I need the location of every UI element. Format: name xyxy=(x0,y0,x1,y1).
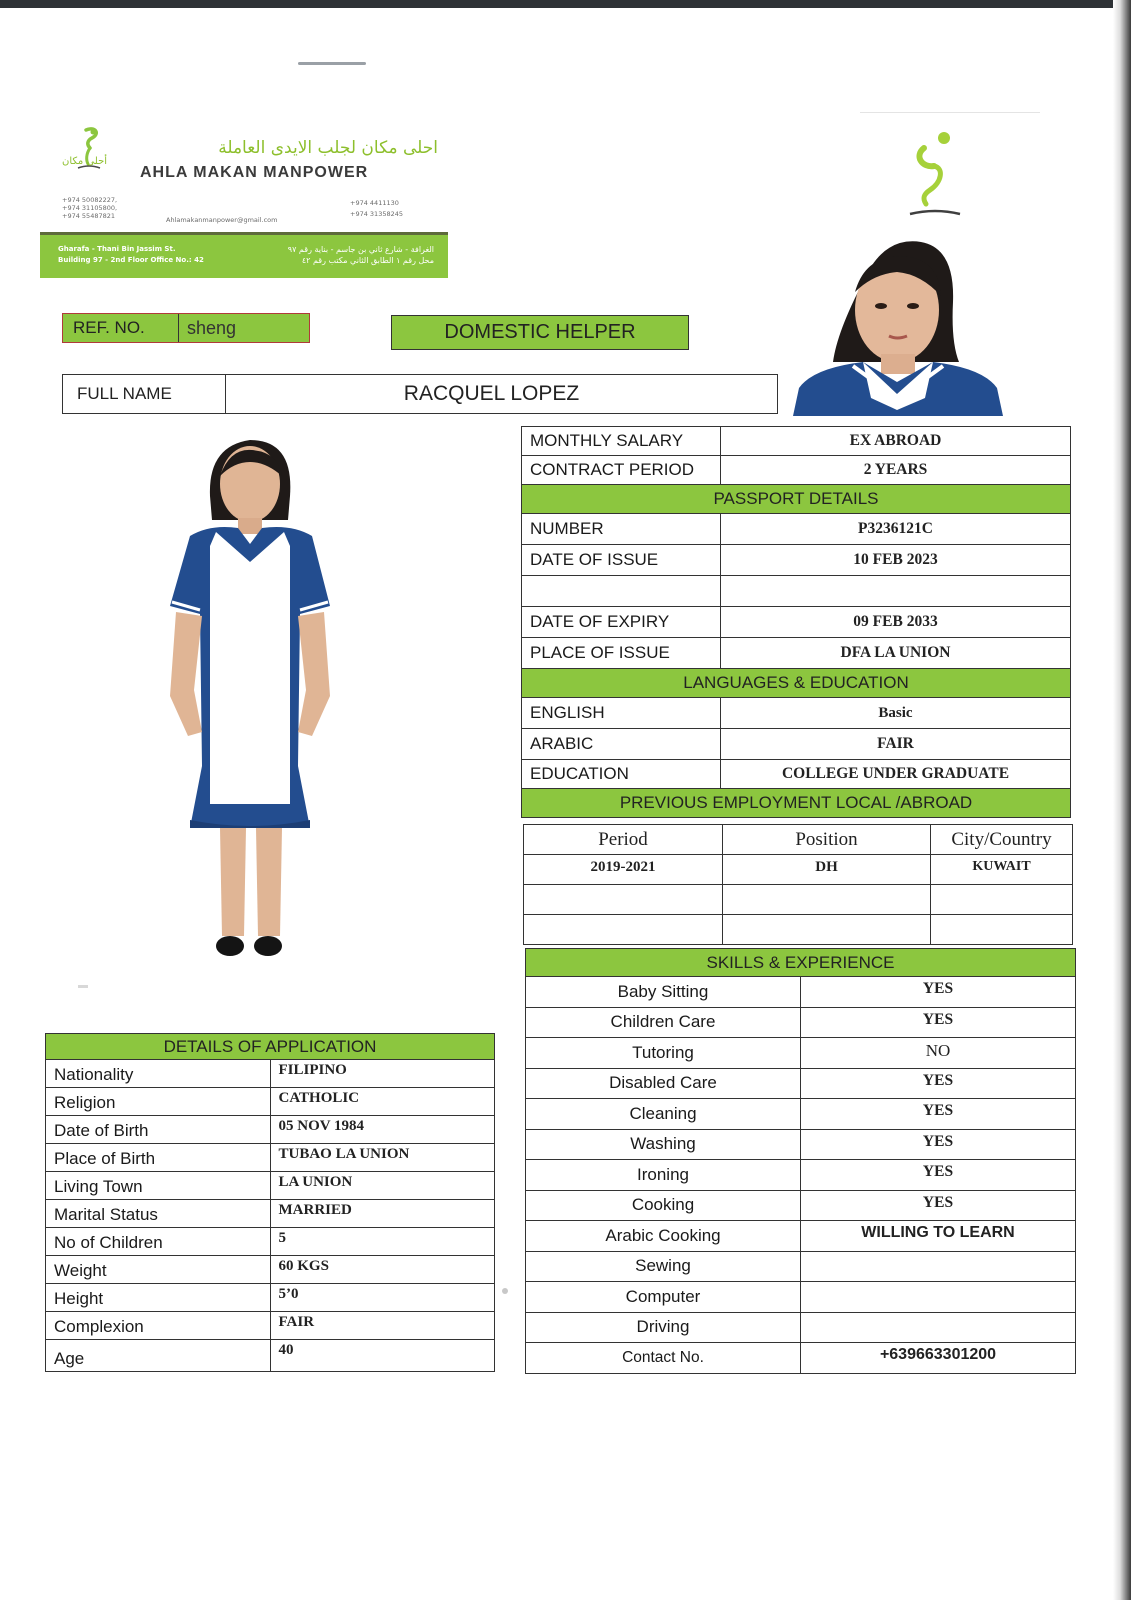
complexion-label: Complexion xyxy=(46,1312,271,1340)
employment-period: 2019-2021 xyxy=(524,855,723,885)
table-row xyxy=(46,1228,495,1256)
employment-position: DH xyxy=(723,855,931,885)
applicant-full-body-photo xyxy=(150,436,370,981)
table-row xyxy=(522,427,1071,456)
table-row xyxy=(46,1144,495,1172)
skill-value: YES xyxy=(801,1160,1076,1191)
marital-status-value: MARRIED xyxy=(270,1200,495,1228)
education-label: EDUCATION xyxy=(522,760,721,789)
phone-list-left xyxy=(62,196,117,220)
address-line: محل رقم ١ الطابق الثاني مكتب رقم ٤٢ xyxy=(301,256,434,265)
height-label: Height xyxy=(46,1284,271,1312)
table-row xyxy=(526,1282,1076,1313)
skill-value xyxy=(801,1251,1076,1282)
table-row xyxy=(526,1343,1076,1374)
arabic-value: FAIR xyxy=(721,729,1071,760)
table-row xyxy=(46,1172,495,1200)
skills-experience-table xyxy=(525,948,1076,1374)
address-line: الغرافة - شارع ثاني بن جاسم - بناية رقم ٩٧ xyxy=(287,245,434,254)
contact-number-value: +639663301200 xyxy=(801,1343,1076,1374)
date-of-birth-label: Date of Birth xyxy=(46,1116,271,1144)
table-row xyxy=(522,456,1071,485)
scan-line xyxy=(860,112,1040,113)
ref-number-box xyxy=(62,313,310,343)
scan-edge-top xyxy=(0,0,1131,8)
employment-position xyxy=(723,915,931,945)
table-row xyxy=(522,760,1071,789)
document-title: DOMESTIC HELPER xyxy=(391,315,689,350)
employment-country xyxy=(931,915,1073,945)
address-english xyxy=(58,244,204,266)
company-name-arabic: احلى مكان لجلب الايدى العاملة xyxy=(218,138,438,158)
education-value: COLLEGE UNDER GRADUATE xyxy=(721,760,1071,789)
employment-period xyxy=(524,915,723,945)
company-logo-icon xyxy=(904,128,966,220)
skill-label: Computer xyxy=(526,1282,801,1313)
table-row xyxy=(526,1099,1076,1130)
skill-value: YES xyxy=(801,1190,1076,1221)
scan-mark xyxy=(502,1288,508,1294)
passport-number-label: NUMBER xyxy=(522,514,721,545)
section-header-row xyxy=(522,789,1071,818)
nationality-label: Nationality xyxy=(46,1060,271,1088)
no-of-children-label: No of Children xyxy=(46,1228,271,1256)
phone-number: +974 4411130 xyxy=(350,199,399,207)
table-row xyxy=(46,1312,495,1340)
employment-period xyxy=(524,885,723,915)
company-logo-icon xyxy=(60,124,118,182)
skill-value: YES xyxy=(801,1007,1076,1038)
skill-label: Tutoring xyxy=(526,1038,801,1069)
table-header-row xyxy=(524,825,1073,855)
passport-number-value: P3236121C xyxy=(721,514,1071,545)
table-row xyxy=(522,514,1071,545)
skill-value: YES xyxy=(801,977,1076,1008)
column-header-city-country: City/Country xyxy=(931,825,1073,855)
scan-mark xyxy=(78,985,88,988)
scan-edge-right xyxy=(1113,0,1131,1600)
previous-employment-table xyxy=(523,824,1073,945)
table-row xyxy=(524,855,1073,885)
skill-value: YES xyxy=(801,1129,1076,1160)
marital-status-label: Marital Status xyxy=(46,1200,271,1228)
employment-country xyxy=(931,885,1073,915)
age-label: Age xyxy=(46,1340,271,1372)
english-value: Basic xyxy=(721,698,1071,729)
date-of-birth-value: 05 NOV 1984 xyxy=(270,1116,495,1144)
skill-label: Sewing xyxy=(526,1251,801,1282)
employment-passport-table xyxy=(521,426,1071,818)
table-row xyxy=(526,1068,1076,1099)
english-label: ENGLISH xyxy=(522,698,721,729)
date-of-issue-value: 10 FEB 2023 xyxy=(721,545,1071,576)
skill-label: Washing xyxy=(526,1129,801,1160)
table-row xyxy=(46,1340,495,1372)
contract-period-value: 2 YEARS xyxy=(721,456,1071,485)
living-town-value: LA UNION xyxy=(270,1172,495,1200)
date-of-issue-label: DATE OF ISSUE xyxy=(522,545,721,576)
table-row xyxy=(526,1007,1076,1038)
logo-caption: أحلى مكان xyxy=(62,156,108,167)
skill-value xyxy=(801,1282,1076,1313)
weight-label: Weight xyxy=(46,1256,271,1284)
skill-label: Arabic Cooking xyxy=(526,1221,801,1252)
religion-label: Religion xyxy=(46,1088,271,1116)
full-name-row xyxy=(62,374,778,414)
place-of-birth-label: Place of Birth xyxy=(46,1144,271,1172)
table-row xyxy=(524,885,1073,915)
applicant-headshot-photo xyxy=(793,222,1003,416)
table-row xyxy=(526,1190,1076,1221)
full-name-label: FULL NAME xyxy=(63,375,226,413)
section-header-row xyxy=(526,949,1076,977)
table-row xyxy=(526,1251,1076,1282)
details-of-application-heading: DETAILS OF APPLICATION xyxy=(46,1034,495,1060)
table-row xyxy=(46,1284,495,1312)
arabic-label: ARABIC xyxy=(522,729,721,760)
employment-position xyxy=(723,885,931,915)
table-row-empty xyxy=(522,576,1071,607)
skill-value: WILLING TO LEARN xyxy=(801,1221,1076,1252)
scan-mark xyxy=(298,62,366,65)
table-row xyxy=(526,1312,1076,1343)
skill-value: NO xyxy=(801,1038,1076,1069)
living-town-label: Living Town xyxy=(46,1172,271,1200)
table-row xyxy=(526,1160,1076,1191)
address-band xyxy=(40,232,448,278)
phone-number: +974 31105800, xyxy=(62,204,118,212)
table-row xyxy=(46,1060,495,1088)
details-of-application-table xyxy=(45,1033,495,1372)
table-row xyxy=(526,1038,1076,1069)
skill-label: Cooking xyxy=(526,1190,801,1221)
table-row xyxy=(522,729,1071,760)
ref-number-value: sheng xyxy=(179,314,309,342)
phone-list-right xyxy=(350,198,403,220)
company-email: Ahlamakanmanpower@gmail.com xyxy=(166,216,278,224)
height-value: 5’0 xyxy=(270,1284,495,1312)
table-row xyxy=(522,607,1071,638)
passport-details-heading: PASSPORT DETAILS xyxy=(522,485,1071,514)
skill-label: Ironing xyxy=(526,1160,801,1191)
section-header-row xyxy=(522,669,1071,698)
age-value: 40 xyxy=(270,1340,495,1372)
place-of-birth-value: TUBAO LA UNION xyxy=(270,1144,495,1172)
skill-value: YES xyxy=(801,1099,1076,1130)
address-line: Gharafa - Thani Bin Jassim St. xyxy=(58,245,176,253)
table-row xyxy=(522,545,1071,576)
place-of-issue-label: PLACE OF ISSUE xyxy=(522,638,721,669)
contact-number-label: Contact No. xyxy=(526,1343,801,1374)
ref-number-label: REF. NO. xyxy=(63,314,179,342)
column-header-position: Position xyxy=(723,825,931,855)
skill-value: YES xyxy=(801,1068,1076,1099)
table-row xyxy=(46,1200,495,1228)
nationality-value: FILIPINO xyxy=(270,1060,495,1088)
table-row xyxy=(526,977,1076,1008)
previous-employment-heading: PREVIOUS EMPLOYMENT LOCAL /ABROAD xyxy=(522,789,1071,818)
complexion-value: FAIR xyxy=(270,1312,495,1340)
letterhead xyxy=(40,120,448,278)
contract-period-label: CONTRACT PERIOD xyxy=(522,456,721,485)
table-row xyxy=(526,1129,1076,1160)
address-line: Building 97 - 2nd Floor Office No.: 42 xyxy=(58,256,204,264)
skill-value xyxy=(801,1312,1076,1343)
religion-value: CATHOLIC xyxy=(270,1088,495,1116)
phone-number: +974 55487821 xyxy=(62,212,116,220)
column-header-period: Period xyxy=(524,825,723,855)
table-row xyxy=(522,638,1071,669)
company-name: AHLA MAKAN MANPOWER xyxy=(140,164,369,181)
table-row xyxy=(524,915,1073,945)
section-header-row xyxy=(522,485,1071,514)
phone-number: +974 31358245 xyxy=(350,210,404,218)
skill-label: Cleaning xyxy=(526,1099,801,1130)
full-name-value: RACQUEL LOPEZ xyxy=(403,382,580,405)
table-row xyxy=(522,698,1071,729)
address-arabic xyxy=(288,244,434,266)
phone-number: +974 50082227, xyxy=(62,196,118,204)
skill-label: Driving xyxy=(526,1312,801,1343)
skill-label: Children Care xyxy=(526,1007,801,1038)
no-of-children-value: 5 xyxy=(270,1228,495,1256)
monthly-salary-label: MONTHLY SALARY xyxy=(522,427,721,456)
skills-experience-heading: SKILLS & EXPERIENCE xyxy=(526,949,1076,977)
table-row xyxy=(46,1088,495,1116)
employment-country: KUWAIT xyxy=(931,855,1073,885)
empty-cell xyxy=(522,576,721,607)
date-of-expiry-value: 09 FEB 2033 xyxy=(721,607,1071,638)
empty-cell xyxy=(721,576,1071,607)
monthly-salary-value: EX ABROAD xyxy=(721,427,1071,456)
table-row xyxy=(46,1256,495,1284)
languages-education-heading: LANGUAGES & EDUCATION xyxy=(522,669,1071,698)
skill-label: Baby Sitting xyxy=(526,977,801,1008)
weight-value: 60 KGS xyxy=(270,1256,495,1284)
skill-label: Disabled Care xyxy=(526,1068,801,1099)
section-header-row xyxy=(46,1034,495,1060)
table-row xyxy=(46,1116,495,1144)
date-of-expiry-label: DATE OF EXPIRY xyxy=(522,607,721,638)
place-of-issue-value: DFA LA UNION xyxy=(721,638,1071,669)
table-row xyxy=(526,1221,1076,1252)
